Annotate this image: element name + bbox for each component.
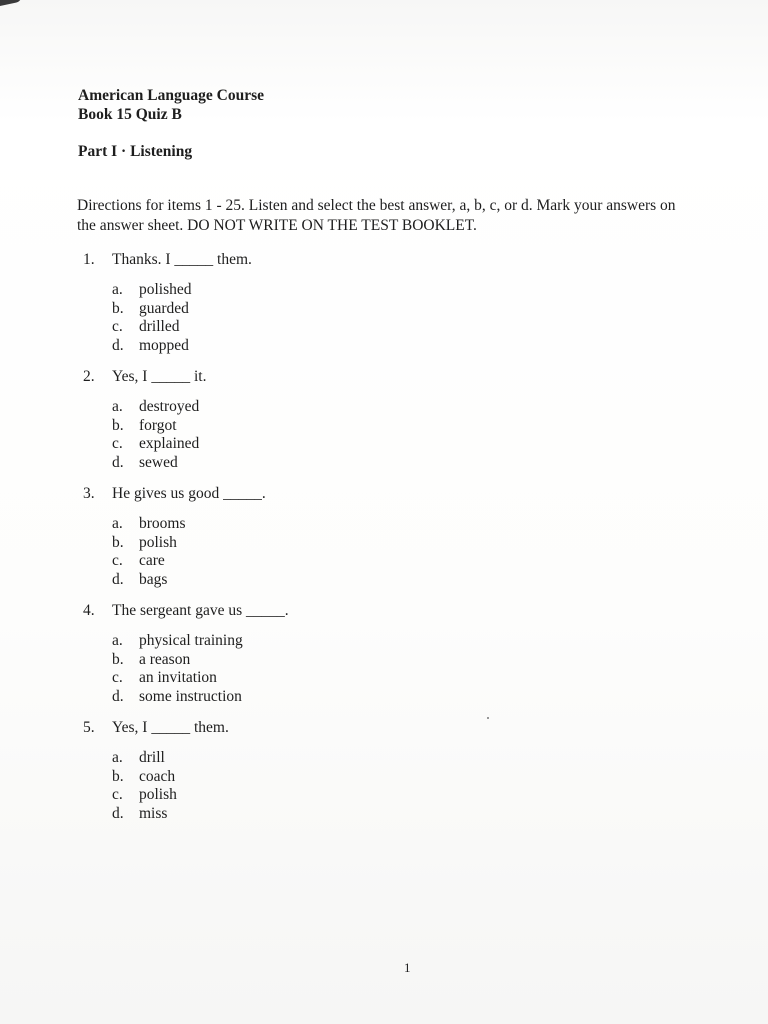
option-text: care: [139, 552, 165, 569]
option-letter: d.: [112, 687, 124, 705]
book-quiz-title: Book 15 Quiz B: [78, 106, 182, 123]
option-text: explained: [139, 435, 200, 452]
option-letter: a.: [112, 749, 123, 766]
question-prompt: The sergeant gave us _____.: [112, 602, 289, 619]
option-text: drill: [139, 749, 165, 766]
answer-option: [112, 749, 603, 768]
question-list: [83, 250, 603, 835]
answer-option: [112, 768, 603, 787]
question-prompt: Yes, I _____ them.: [112, 719, 229, 736]
answer-option: [112, 435, 603, 454]
option-letter: b.: [112, 533, 124, 551]
answer-option: [112, 552, 603, 571]
answer-option: [112, 786, 603, 805]
option-letter: b.: [112, 416, 124, 434]
answer-option: [112, 300, 603, 319]
option-text: drilled: [139, 318, 180, 335]
answer-option: [112, 534, 603, 553]
option-letter: c.: [112, 669, 123, 686]
option-letter: c.: [112, 435, 123, 452]
answer-option: [112, 454, 603, 473]
question-number: 2.: [83, 368, 95, 385]
question-prompt-line: [83, 601, 603, 621]
question-prompt: Thanks. I _____ them.: [112, 251, 252, 268]
question-number: 5.: [83, 719, 95, 736]
question-prompt-line: [83, 718, 603, 738]
scan-corner-mark: [0, 0, 22, 6]
page-number: 1: [404, 960, 411, 975]
option-text: brooms: [139, 515, 186, 532]
answer-options: [112, 398, 603, 472]
document-header: [78, 86, 264, 124]
answer-option: [112, 417, 603, 436]
answer-option: [112, 632, 603, 651]
answer-option: [112, 805, 603, 824]
answer-option: [112, 688, 603, 707]
option-letter: b.: [112, 650, 124, 668]
option-text: polished: [139, 281, 192, 298]
option-letter: b.: [112, 767, 124, 785]
question-prompt-line: [83, 367, 603, 387]
option-text: polish: [139, 786, 177, 803]
option-letter: c.: [112, 552, 123, 569]
option-letter: d.: [112, 570, 124, 588]
answer-option: [112, 398, 603, 417]
option-letter: c.: [112, 318, 123, 335]
option-text: some instruction: [139, 687, 242, 705]
option-text: sewed: [139, 453, 178, 471]
question-prompt-line: [83, 484, 603, 504]
answer-options: [112, 281, 603, 355]
answer-option: [112, 337, 603, 356]
option-text: forgot: [139, 416, 177, 434]
option-letter: a.: [112, 398, 123, 415]
question-prompt: He gives us good _____.: [112, 485, 266, 502]
directions-text: Directions for items 1 - 25. Listen and select the best answer, a, b, c, or d. Mark your answers on the answer sheet. DO NOT WRITE ON THE TEST BOOKLET.: [77, 197, 676, 234]
option-letter: d.: [112, 453, 124, 471]
question-1: [83, 250, 603, 355]
answer-options: [112, 515, 603, 589]
option-letter: a.: [112, 281, 123, 298]
option-text: guarded: [139, 299, 189, 317]
answer-options: [112, 632, 603, 706]
answer-option: [112, 651, 603, 670]
option-letter: b.: [112, 299, 124, 317]
question-number: 3.: [83, 485, 95, 502]
question-prompt: Yes, I _____ it.: [112, 368, 207, 385]
option-text: destroyed: [139, 398, 200, 415]
option-text: bags: [139, 570, 168, 588]
answer-option: [112, 318, 603, 337]
option-letter: d.: [112, 336, 124, 354]
answer-options: [112, 749, 603, 823]
option-text: coach: [139, 767, 176, 785]
option-text: miss: [139, 804, 168, 822]
option-text: a reason: [139, 650, 191, 668]
question-5: [83, 718, 603, 823]
question-number: 1.: [83, 251, 95, 268]
question-prompt-line: [83, 250, 603, 270]
question-3: [83, 484, 603, 589]
option-text: mopped: [139, 336, 189, 354]
option-text: physical training: [139, 632, 243, 649]
answer-option: [112, 281, 603, 300]
option-letter: a.: [112, 515, 123, 532]
option-text: an invitation: [139, 669, 217, 686]
option-text: polish: [139, 533, 177, 551]
question-2: [83, 367, 603, 472]
scan-speck: [487, 717, 489, 719]
option-letter: c.: [112, 786, 123, 803]
answer-option: [112, 571, 603, 590]
option-letter: a.: [112, 632, 123, 649]
answer-option: [112, 515, 603, 534]
question-4: [83, 601, 603, 706]
answer-option: [112, 669, 603, 688]
question-number: 4.: [83, 602, 95, 619]
part-title: Part I · Listening: [78, 143, 193, 160]
option-letter: d.: [112, 804, 124, 822]
course-title: American Language Course: [78, 87, 264, 104]
